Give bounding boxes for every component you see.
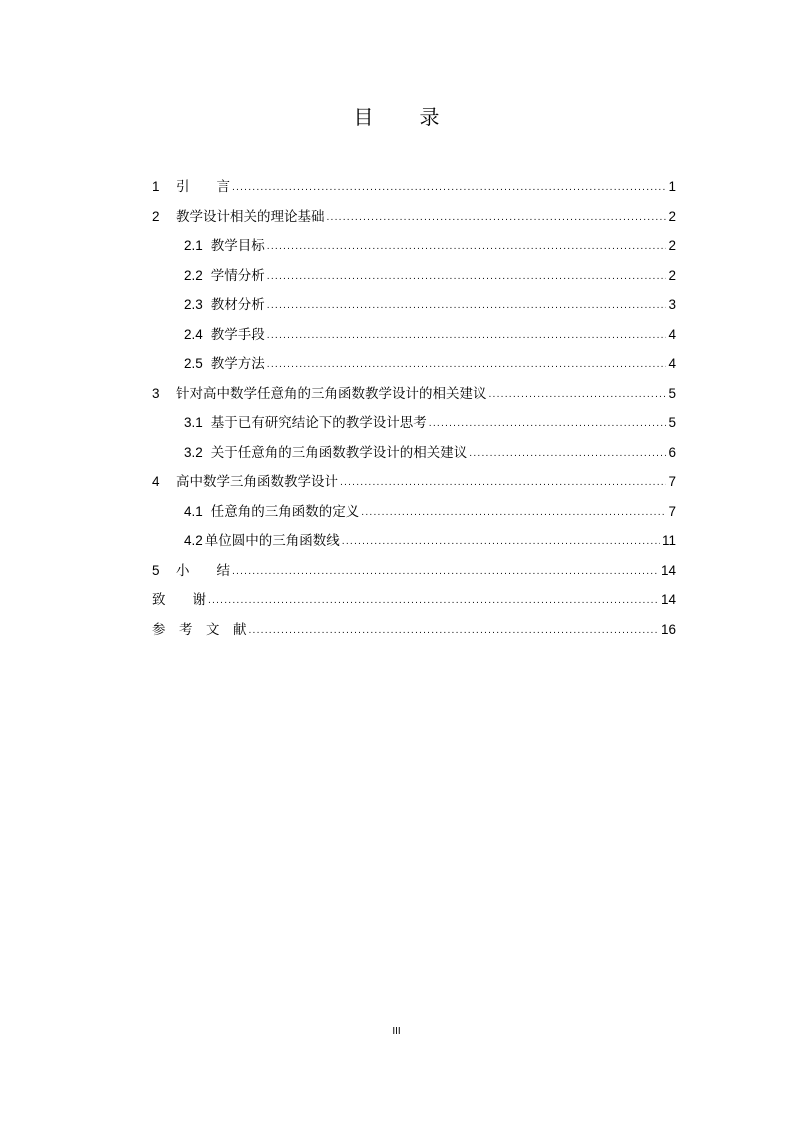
toc-entry-page: 7	[668, 474, 676, 489]
toc-entry[interactable]	[152, 261, 676, 291]
toc-leader-dots	[267, 292, 667, 322]
toc-entry-number: 2.5	[184, 356, 203, 371]
toc-entry-page: 14	[660, 592, 676, 607]
toc-leader-dots	[267, 351, 667, 381]
toc-entry[interactable]	[152, 231, 676, 261]
toc-entry-number: 3.1	[184, 415, 203, 430]
toc-entry-page: 5	[668, 415, 676, 430]
toc-entry-page: 5	[668, 385, 676, 401]
toc-leader-dots	[489, 381, 667, 411]
toc-entry-title: 引 言	[176, 179, 230, 195]
toc-leader-dots	[232, 558, 659, 588]
toc-entry-title: 教学目标	[210, 238, 265, 254]
toc-leader-dots	[232, 174, 666, 204]
toc-entry[interactable]	[152, 467, 676, 497]
toc-entry[interactable]	[152, 526, 676, 556]
toc-entry-page: 4	[668, 356, 676, 371]
toc-entry-number: 2	[152, 208, 160, 224]
toc-entry-number: 2.3	[184, 297, 203, 312]
toc-leader-dots	[327, 204, 667, 234]
table-of-contents	[152, 172, 676, 644]
toc-entry[interactable]	[152, 556, 676, 586]
toc-entry[interactable]	[152, 349, 676, 379]
page-title-char-2: 录	[419, 105, 440, 129]
toc-entry-title: 关于任意角的三角函数教学设计的相关建议	[210, 444, 468, 461]
page-title	[0, 103, 793, 131]
toc-entry-title: 单位圆中的三角函数线	[204, 533, 340, 549]
toc-leader-dots	[342, 528, 660, 558]
toc-leader-dots	[340, 469, 666, 499]
toc-entry[interactable]	[152, 438, 676, 468]
toc-entry-number: 1	[152, 179, 160, 194]
toc-entry-page: 16	[660, 621, 676, 637]
toc-entry-acknowledgements[interactable]	[152, 585, 676, 615]
toc-entry-references[interactable]	[152, 615, 676, 645]
toc-leader-dots	[249, 617, 659, 647]
toc-entry-title: 致 谢	[152, 592, 206, 608]
toc-entry-number: 2.2	[184, 267, 203, 283]
toc-entry-page: 11	[661, 533, 676, 548]
toc-entry[interactable]	[152, 172, 676, 202]
toc-entry-page: 7	[668, 503, 676, 519]
toc-leader-dots	[267, 263, 667, 293]
toc-entry-page: 4	[668, 326, 676, 342]
toc-leader-dots	[208, 587, 659, 617]
toc-entry-number: 3	[152, 385, 160, 401]
toc-entry-title: 教学手段	[210, 326, 265, 343]
toc-entry-number: 3.2	[184, 444, 203, 460]
toc-entry[interactable]	[152, 202, 676, 232]
toc-entry[interactable]	[152, 497, 676, 527]
toc-entry[interactable]	[152, 290, 676, 320]
page-number-footer: III	[392, 1026, 401, 1037]
page-title-char-1: 目	[353, 105, 374, 129]
toc-entry-number: 4	[152, 474, 160, 489]
toc-entry-title: 小 结	[176, 562, 230, 579]
toc-entry-page: 14	[660, 562, 676, 578]
toc-entry-number: 5	[152, 562, 160, 578]
toc-entry-page: 6	[668, 444, 676, 460]
toc-leader-dots	[429, 410, 667, 440]
toc-entry-title: 教材分析	[210, 297, 265, 313]
toc-entry-page: 2	[668, 238, 676, 253]
toc-entry-title: 任意角的三角函数的定义	[210, 503, 360, 520]
toc-leader-dots	[361, 499, 666, 529]
toc-entry[interactable]	[152, 379, 676, 409]
toc-entry-title: 学情分析	[210, 267, 265, 284]
toc-leader-dots	[267, 233, 667, 263]
toc-entry-number: 2.4	[184, 326, 203, 342]
toc-entry-number: 2.1	[184, 238, 203, 253]
toc-leader-dots	[469, 440, 666, 470]
toc-entry-title: 针对高中数学任意角的三角函数教学设计的相关建议	[176, 385, 487, 402]
toc-entry-title: 高中数学三角函数教学设计	[176, 474, 338, 490]
toc-entry-page: 1	[668, 179, 676, 194]
toc-entry-page: 3	[668, 297, 676, 312]
toc-entry-title: 教学方法	[210, 356, 265, 372]
toc-entry-page: 2	[668, 267, 676, 283]
toc-entry-page: 2	[668, 208, 676, 224]
toc-entry-title: 参 考 文 献	[152, 621, 247, 638]
toc-entry-title: 基于已有研究结论下的教学设计思考	[210, 415, 427, 431]
toc-entry-number: 4.2	[184, 533, 203, 548]
toc-entry[interactable]	[152, 408, 676, 438]
toc-entry-title: 教学设计相关的理论基础	[176, 208, 325, 225]
toc-leader-dots	[267, 322, 667, 352]
toc-entry-number: 4.1	[184, 503, 203, 519]
toc-entry[interactable]	[152, 320, 676, 350]
